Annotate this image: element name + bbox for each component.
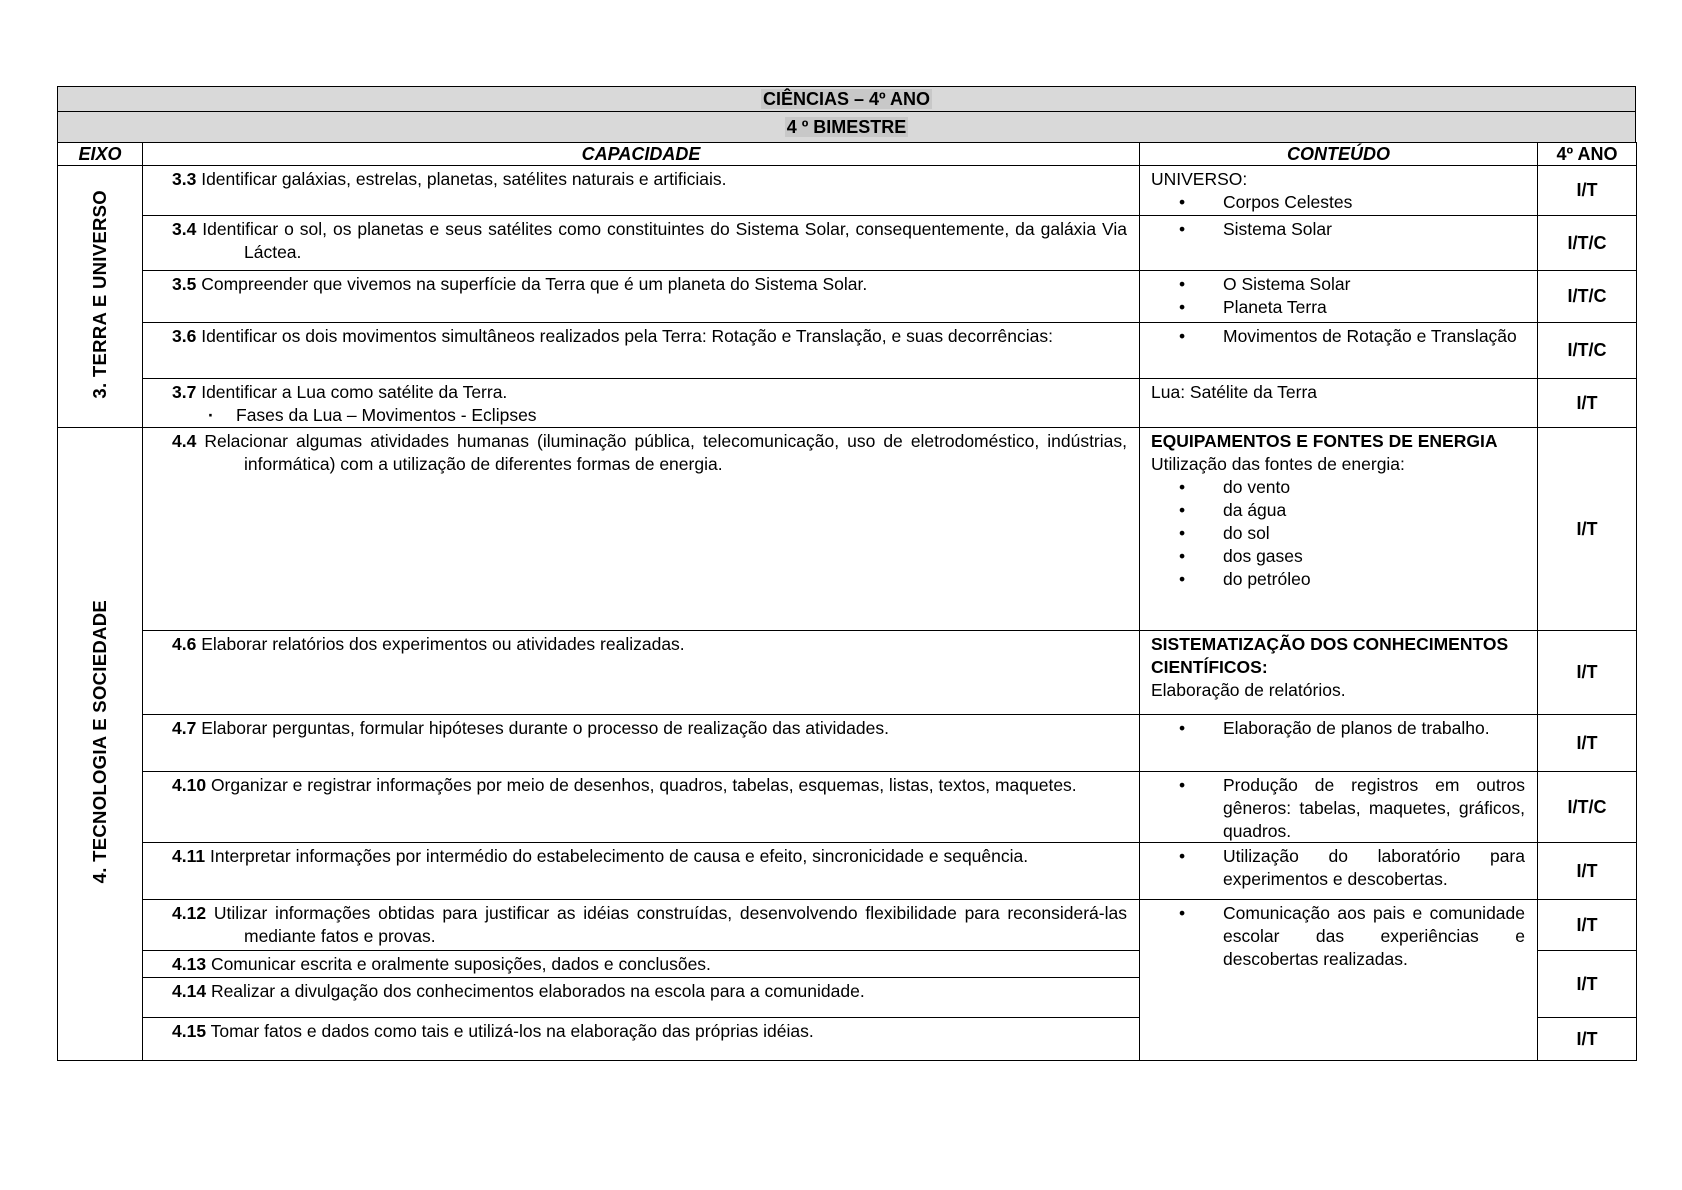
content-cell: SISTEMATIZAÇÃO DOS CONHECIMENTOS CIENTÍFICOS: Elaboração de relatórios.	[1140, 631, 1538, 715]
capacity-cell: 4.6 Elaborar relatórios dos experimentos ou atividades realizadas.	[143, 631, 1140, 715]
col-header-eixo: EIXO	[58, 143, 143, 166]
content-cell	[1140, 323, 1538, 379]
table-row	[58, 715, 1637, 772]
list-item: • Corpos Celestes	[1151, 191, 1525, 214]
content-cell	[1140, 843, 1538, 900]
table-row	[58, 631, 1637, 715]
year-code-cell: I/T/C	[1538, 271, 1637, 323]
table-row	[58, 772, 1637, 843]
capacity-cell: 4.7 Elaborar perguntas, formular hipóteses durante o processo de realização das atividades.	[143, 715, 1140, 772]
list-item: · Fases da Lua – Movimentos - Eclipses	[172, 404, 1127, 427]
capacity-cell: 3.6 Identificar os dois movimentos simultâneos realizados pela Terra: Rotação e Translação, e suas decorrências:	[143, 323, 1140, 379]
year-code-cell: I/T	[1538, 1018, 1637, 1061]
list-item: • do sol	[1151, 522, 1525, 545]
list-item: • Movimentos de Rotação e Translação	[1151, 325, 1525, 348]
table-row	[58, 900, 1637, 951]
capacity-cell: 4.15 Tomar fatos e dados como tais e utilizá-los na elaboração das próprias idéias.	[143, 1018, 1140, 1061]
year-code-cell: I/T	[1538, 843, 1637, 900]
year-code-cell: I/T	[1538, 715, 1637, 772]
capacity-cell: 3.7 Identificar a Lua como satélite da Terra. · Fases da Lua – Movimentos - Eclipses	[143, 379, 1140, 428]
content-cell	[1140, 216, 1538, 271]
axis-cell-tecnologia	[58, 428, 143, 1061]
content-cell: EQUIPAMENTOS E FONTES DE ENERGIA Utilização das fontes de energia: • do vento • da água • do sol • dos gases • do petróleo	[1140, 428, 1538, 631]
curriculum-sheet	[57, 86, 1636, 1061]
table-row	[58, 843, 1637, 900]
list-item: • Sistema Solar	[1151, 218, 1525, 241]
list-item: • Comunicação aos pais e comunidade escolar das experiências e descobertas realizadas.	[1151, 902, 1525, 971]
table-row	[58, 323, 1637, 379]
capacity-cell: 3.3 Identificar galáxias, estrelas, planetas, satélites naturais e artificiais.	[143, 166, 1140, 216]
page-title: CIÊNCIAS – 4º ANO	[57, 86, 1636, 111]
content-cell	[1140, 900, 1538, 1061]
year-code-cell: I/T	[1538, 166, 1637, 216]
list-item: • Planeta Terra	[1151, 296, 1525, 319]
bimester-title: 4 º BIMESTRE	[57, 111, 1636, 142]
year-code-cell: I/T/C	[1538, 323, 1637, 379]
list-item: • do petróleo	[1151, 568, 1525, 591]
axis-label: 4. TECNOLOGIA E SOCIEDADE	[89, 599, 110, 884]
table-row	[58, 428, 1637, 631]
year-code-cell: I/T	[1538, 428, 1637, 631]
capacity-cell: 3.4 Identificar o sol, os planetas e seus satélites como constituintes do Sistema Solar, consequentemente, da galáxia Via Láctea.	[143, 216, 1140, 271]
list-item: • O Sistema Solar	[1151, 273, 1525, 296]
col-header-conteudo: CONTEÚDO	[1140, 143, 1538, 166]
year-code-cell: I/T/C	[1538, 772, 1637, 843]
table-row	[58, 216, 1637, 271]
content-cell	[1140, 772, 1538, 843]
col-header-capacidade: CAPACIDADE	[143, 143, 1140, 166]
curriculum-table	[57, 142, 1637, 1061]
capacity-cell: 4.4 Relacionar algumas atividades humanas (iluminação pública, telecomunicação, uso de eletrodoméstico, indústrias, informática) com a utilização de diferentes formas de energia.	[143, 428, 1140, 631]
list-item: • Produção de registros em outros gêneros: tabelas, maquetes, gráficos, quadros.	[1151, 774, 1525, 842]
content-cell	[1140, 715, 1538, 772]
axis-cell-terra	[58, 166, 143, 428]
table-row	[58, 271, 1637, 323]
content-cell	[1140, 271, 1538, 323]
content-cell: UNIVERSO: • Corpos Celestes	[1140, 166, 1538, 216]
capacity-cell: 4.13 Comunicar escrita e oralmente suposições, dados e conclusões.	[143, 951, 1140, 978]
capacity-cell: 4.10 Organizar e registrar informações por meio de desenhos, quadros, tabelas, esquemas, listas, textos, maquetes.	[143, 772, 1140, 843]
capacity-cell: 4.12 Utilizar informações obtidas para justificar as idéias construídas, desenvolvendo flexibilidade para reconsiderá-las mediante fatos e provas.	[143, 900, 1140, 951]
content-cell: Lua: Satélite da Terra	[1140, 379, 1538, 428]
list-item: • do vento	[1151, 476, 1525, 499]
year-code-cell: I/T	[1538, 951, 1637, 1018]
capacity-cell: 4.11 Interpretar informações por intermédio do estabelecimento de causa e efeito, sincronicidade e sequência.	[143, 843, 1140, 900]
col-header-ano: 4º ANO	[1538, 143, 1637, 166]
year-code-cell: I/T	[1538, 631, 1637, 715]
year-code-cell: I/T/C	[1538, 216, 1637, 271]
table-row	[58, 166, 1637, 216]
capacity-cell: 3.5 Compreender que vivemos na superfície da Terra que é um planeta do Sistema Solar.	[143, 271, 1140, 323]
list-item: • dos gases	[1151, 545, 1525, 568]
year-code-cell: I/T	[1538, 900, 1637, 951]
year-code-cell: I/T	[1538, 379, 1637, 428]
table-row	[58, 379, 1637, 428]
energy-sources-list	[1151, 476, 1525, 591]
axis-label: 3. TERRA E UNIVERSO	[89, 189, 110, 399]
list-item: • da água	[1151, 499, 1525, 522]
list-item: • Utilização do laboratório para experimentos e descobertas.	[1151, 845, 1525, 891]
capacity-cell: 4.14 Realizar a divulgação dos conhecimentos elaborados na escola para a comunidade.	[143, 978, 1140, 1018]
table-header-row	[58, 143, 1637, 166]
list-item: • Elaboração de planos de trabalho.	[1151, 717, 1525, 740]
